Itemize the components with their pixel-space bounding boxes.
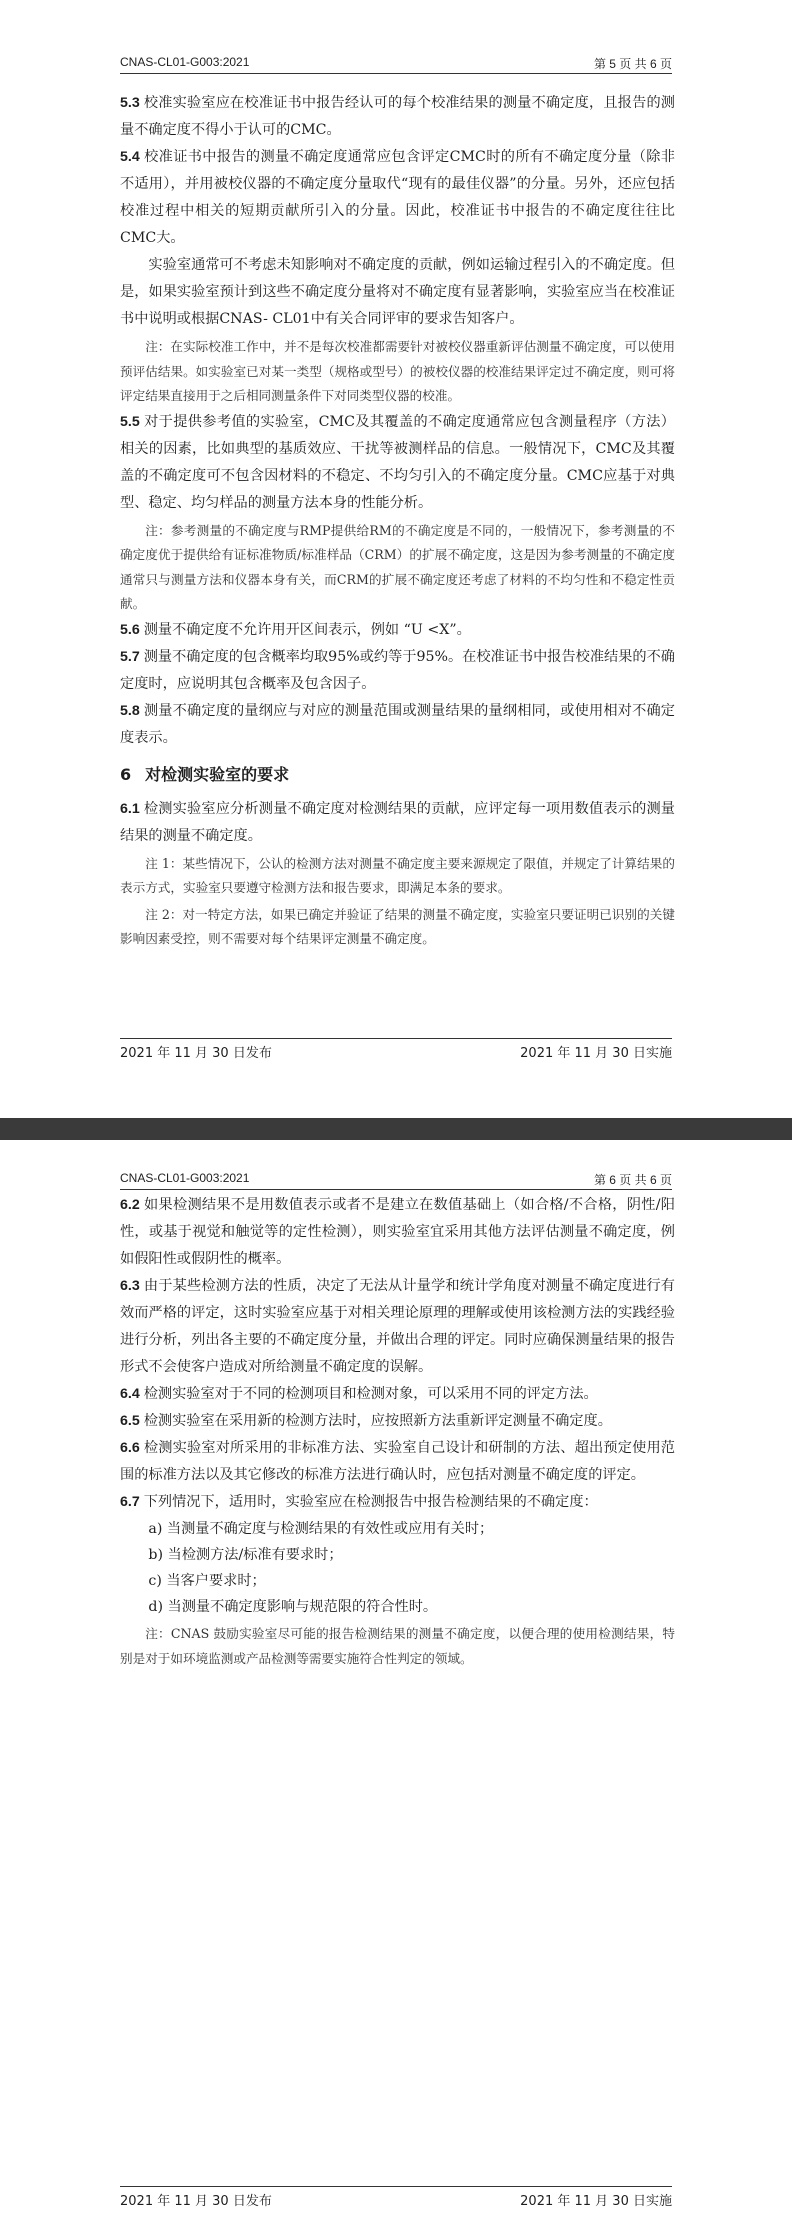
note-5-5: 注：参考测量的不确定度与RMP提供给RM的不确定度是不同的，一般情况下，参考测量的不确定度优于提供给有证标准物质/标准样品（CRM）的扩展不确定度，这是因为参考测量的不确定度通常只与测量方法和仪器本身有关，而CRM的扩展不确定度还考虑了材料的不均匀性和不稳定性贡献。 <box>120 522 675 611</box>
clause-6-4 <box>120 1381 675 1408</box>
implement-date: 2021 年 11 月 30 日实施 <box>520 2194 672 2209</box>
clause-5-4-paragraph-2: 实验室通常可不考虑未知影响对不确定度的贡献，例如运输过程引入的不确定度。但是，如果实验室预计到这些不确定度分量将对不确定度有显著影响，实验室应当在校准证书中说明或根据CNAS- CL01中有关合同评审的要求告知客户。 <box>120 257 675 327</box>
page-number: 第 6 页 共 6 页 <box>593 1173 672 1187</box>
page-header <box>120 1168 672 1190</box>
clause-text: 下列情况下，适用时，实验室应在检测报告中报告检测结果的不确定度： <box>143 1494 598 1510</box>
clause-number: 6.5 <box>120 1413 140 1429</box>
section-title: 对检测实验室的要求 <box>145 764 290 784</box>
clause-5-8 <box>120 698 675 752</box>
doc-code: CNAS-CL01-G003:2021 <box>120 1171 250 1185</box>
clause-text: 测量不确定度的量纲应与对应的测量范围或测量结果的量纲相同，或使用相对不确定度表示。 <box>120 702 675 746</box>
page-body <box>120 90 675 952</box>
list-item: d) 当测量不确定度影响与规范限的符合性时。 <box>148 1599 438 1615</box>
clause-number: 6.1 <box>120 800 140 817</box>
clause-number: 5.3 <box>120 95 140 111</box>
page-footer <box>120 1038 672 1061</box>
note-1-6-1: 注 1：某些情况下，公认的检测方法对测量不确定度主要来源规定了限值，并规定了计算结果的表示方式，实验室只要遵守检测方法和报告要求，即满足本条的要求。 <box>120 855 675 895</box>
clause-6-6 <box>120 1435 675 1489</box>
section-number: 6 <box>120 764 132 784</box>
page-footer <box>120 2186 672 2209</box>
clause-number: 6.6 <box>120 1440 140 1456</box>
clause-6-7 <box>120 1489 675 1516</box>
implement-date: 2021 年 11 月 30 日实施 <box>520 1046 672 1061</box>
clause-6-3 <box>120 1273 675 1381</box>
clause-5-5 <box>120 409 675 517</box>
clause-number: 6.4 <box>120 1386 140 1402</box>
clause-5-6 <box>120 617 675 644</box>
clause-5-4 <box>120 144 675 252</box>
clause-text: 由于某些检测方法的性质，决定了无法从计量学和统计学角度对测量不确定度进行有效而严格的评定，这时实验室应基于对相关理论原理的理解或使用该检测方法的实践经验进行分析，列出各主要的不确定度分量，并做出合理的评定。同时应确保测量结果的报告形式不会使客户造成对所给测量不确定度的误解。 <box>120 1278 675 1375</box>
clause-number: 6.3 <box>120 1278 140 1294</box>
clause-text: 校准证书中报告的测量不确定度通常应包含评定CMC时的所有不确定度分量（除非不适用），并用被校仪器的不确定度分量取代“现有的最佳仪器”的分量。另外，还应包括校准过程中相关的短期贡献所引入的分量。因此，校准证书中报告的不确定度往往比CMC大。 <box>120 149 675 246</box>
note-2-6-1: 注 2：对一特定方法，如果已确定并验证了结果的测量不确定度，实验室只要证明已识别的关键影响因素受控，则不需要对每个结果评定测量不确定度。 <box>120 906 675 946</box>
page-number: 第 5 页 共 6 页 <box>593 57 672 71</box>
page-body <box>120 1192 675 1671</box>
note-5-4: 注：在实际校准工作中，并不是每次校准都需要针对被校仪器重新评估测量不确定度，可以使用预评估结果。如实验室已对某一类型（规格或型号）的被校仪器的校准结果评定过不确定度，则可将评定结果直接用于之后相同测量条件下对同类型仪器的校准。 <box>120 339 675 403</box>
clause-text: 如果检测结果不是用数值表示或者不是建立在数值基础上（如合格/不合格，阴性/阳性，或基于视觉和触觉等的定性检测），则实验室宜采用其他方法评估测量不确定度，例如假阳性或假阴性的概率。 <box>120 1197 675 1267</box>
clause-number: 5.8 <box>120 702 140 719</box>
clause-number: 5.5 <box>120 413 140 430</box>
clause-text: 测量不确定度不允许用开区间表示，例如 “U <X”。 <box>143 621 471 638</box>
list-item: a) 当测量不确定度与检测结果的有效性或应用有关时； <box>148 1521 494 1537</box>
clause-6-1 <box>120 796 675 850</box>
clause-number: 5.4 <box>120 149 140 165</box>
list-item: c) 当客户要求时； <box>148 1573 266 1589</box>
page-header <box>120 52 672 74</box>
issue-date: 2021 年 11 月 30 日发布 <box>120 2194 272 2209</box>
clause-number: 6.2 <box>120 1197 140 1213</box>
note-6-7: 注：CNAS 鼓励实验室尽可能的报告检测结果的测量不确定度，以便合理的使用检测结果，特别是对于如环境监测或产品检测等需要实施符合性判定的领域。 <box>120 1626 675 1666</box>
list-item: b) 当检测方法/标准有要求时； <box>148 1547 343 1563</box>
clause-5-3 <box>120 90 675 144</box>
issue-date: 2021 年 11 月 30 日发布 <box>120 1046 272 1061</box>
clause-5-7 <box>120 644 675 698</box>
clause-6-5 <box>120 1408 675 1435</box>
clause-number: 6.7 <box>120 1494 140 1510</box>
clause-text: 测量不确定度的包含概率均取95%或约等于95%。在校准证书中报告校准结果的不确定度时，应说明其包含概率及包含因子。 <box>120 648 675 692</box>
document-page-6 <box>0 1140 792 2219</box>
clause-text: 检测实验室对于不同的检测项目和检测对象，可以采用不同的评定方法。 <box>143 1386 598 1402</box>
doc-code: CNAS-CL01-G003:2021 <box>120 55 250 69</box>
clause-6-2 <box>120 1192 675 1273</box>
clause-text: 对于提供参考值的实验室，CMC及其覆盖的不确定度通常应包含测量程序（方法）相关的因素，比如典型的基质效应、干扰等被测样品的信息。一般情况下，CMC及其覆盖的不确定度可不包含因材料的不稳定、不均匀引入的不确定度分量。CMC应基于对典型、稳定、均匀样品的测量方法本身的性能分析。 <box>120 413 675 511</box>
section-6-heading <box>120 762 675 788</box>
clause-number: 5.7 <box>120 648 140 665</box>
clause-text: 检测实验室应分析测量不确定度对检测结果的贡献，应评定每一项用数值表示的测量结果的测量不确定度。 <box>120 800 675 844</box>
clause-text: 检测实验室对所采用的非标准方法、实验室自己设计和研制的方法、超出预定使用范围的标准方法以及其它修改的标准方法进行确认时，应包括对测量不确定度的评定。 <box>120 1440 675 1483</box>
clause-text: 校准实验室应在校准证书中报告经认可的每个校准结果的测量不确定度，且报告的测量不确定度不得小于认可的CMC。 <box>120 95 675 138</box>
clause-number: 5.6 <box>120 621 140 638</box>
page-divider <box>0 1118 792 1140</box>
clause-text: 检测实验室在采用新的检测方法时，应按照新方法重新评定测量不确定度。 <box>143 1413 612 1429</box>
